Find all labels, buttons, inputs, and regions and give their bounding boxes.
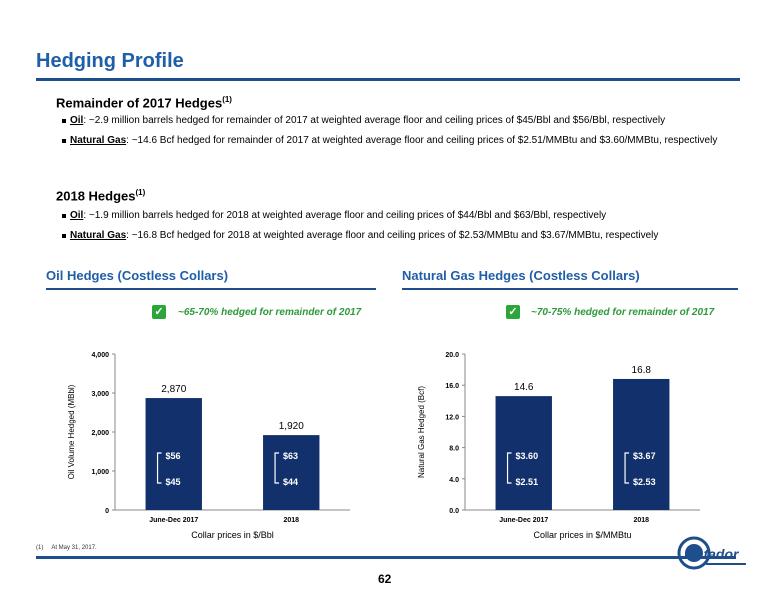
y-tick-label: 4,000	[91, 352, 109, 359]
y-axis-label: Natural Gas Hedged (Bcf)	[417, 385, 426, 479]
gas-hedges-chart	[410, 340, 710, 545]
y-tick-label: 1,000	[91, 469, 109, 476]
x-tick-label: June-Dec 2017	[149, 517, 199, 524]
floor-price-label: $44	[283, 477, 299, 487]
title-divider	[36, 78, 740, 81]
bullet-2017-oil: Oil: ~2.9 million barrels hedged for remainder of 2017 at weighted average floor and ceiling prices of $45/Bbl and $56/Bbl, respectively	[62, 114, 730, 128]
oil-hedges-chart	[60, 340, 360, 545]
bar	[613, 379, 669, 510]
bullet-2017-gas: Natural Gas: ~14.6 Bcf hedged for remainder of 2017 at weighted average floor and ceiling prices of $2.51/MMBtu and $3.60/MMBtu, respectively	[62, 134, 730, 148]
oil-panel-divider	[46, 288, 376, 290]
x-tick-label: 2018	[283, 517, 300, 524]
gas-panel-divider	[402, 288, 738, 290]
section-heading-2018: 2018 Hedges$^{(1)}$	[56, 188, 146, 204]
check-icon: ✓	[506, 305, 520, 319]
y-tick-label: 12.0	[445, 414, 459, 422]
ceiling-price-label: $63	[283, 451, 299, 461]
y-tick-label: 0	[105, 508, 109, 515]
floor-price-label: $45	[165, 477, 181, 487]
floor-price-label: $2.51	[515, 477, 539, 487]
y-tick-label: 3,000	[91, 391, 109, 398]
bullet-2018-gas: Natural Gas: ~16.8 Bcf hedged for 2018 at weighted average floor and ceiling prices of $2.53/MMBtu and $3.67/MMBtu, respectively	[62, 229, 730, 243]
bar-value-label: 16.8	[631, 364, 651, 376]
bar-value-label: 2,870	[161, 384, 187, 396]
bar-value-label: 14.6	[514, 382, 534, 394]
y-tick-label: 8.0	[449, 445, 459, 453]
gas-panel-title: Natural Gas Hedges (Costless Collars)	[402, 268, 640, 283]
x-tick-label: June-Dec 2017	[499, 517, 549, 524]
page-title: Hedging Profile	[36, 50, 184, 72]
page-number: 62	[378, 572, 392, 586]
y-tick-label: 16.0	[445, 383, 459, 391]
logo-wordmark: Matador	[684, 546, 739, 562]
floor-price-label: $2.53	[633, 477, 656, 487]
x-tick-label: 2018	[633, 517, 650, 524]
y-tick-label: 4.0	[449, 476, 459, 484]
oil-hedge-note: ~65-70% hedged for remainder of 2017	[178, 307, 362, 318]
y-tick-label: 2,000	[91, 430, 109, 437]
ceiling-price-label: $56	[165, 451, 181, 461]
footer-divider	[36, 556, 736, 559]
ceiling-price-label: $3.67	[633, 451, 656, 461]
check-icon: ✓	[152, 305, 166, 319]
section-heading-2017: Remainder of 2017 Hedges$^{(1)}$	[56, 95, 232, 111]
bar-value-label: 1,920	[278, 421, 304, 433]
y-axis-label: Oil Volume Hedged (MBbl)	[67, 384, 76, 480]
y-tick-label: 20.0	[445, 352, 459, 359]
bar	[263, 435, 319, 510]
ceiling-price-label: $3.60	[515, 451, 539, 461]
x-axis-label: Collar prices in $/Bbl	[191, 530, 274, 540]
x-axis-label: Collar prices in $/MMBtu	[533, 530, 632, 540]
y-tick-label: 0.0	[449, 508, 459, 515]
bullet-2018-oil: Oil: ~1.9 million barrels hedged for 2018 at weighted average floor and ceiling prices of $44/Bbl and $63/Bbl, respectively	[62, 209, 730, 223]
matador-logo	[676, 535, 748, 575]
oil-panel-title: Oil Hedges (Costless Collars)	[46, 268, 229, 283]
footnote: (1) At May 31, 2017.	[36, 545, 97, 551]
gas-hedge-note: ~70-75% hedged for remainder of 2017	[531, 307, 715, 318]
